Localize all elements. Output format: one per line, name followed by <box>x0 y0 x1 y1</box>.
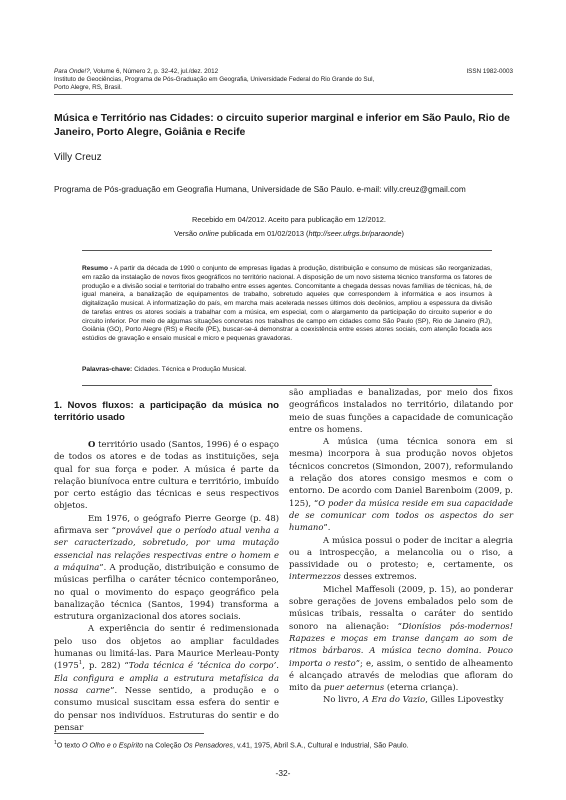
abstract-text: A partir da década de 1990 o conjunto de empresas ligadas à produção, distribuição e consumo de músicas são reorganizadas, em razão da instalação de novos fixos geográficos no território nacional. A disposição de um novo sistema técnico transforma os fatores de produção e a divisão social e territorial do trabalho entre esses agentes. Concomitante a chegada dessas novas famílias de técnicas, há, de igual maneira, a banalização de equipamentos de trabalho, sobretudo aqueles que correspondem à informática e aos insumos à digitalização musical. A informatização do país, em marcha mais acelerada nesses últimos dois decênios, ampliou a espessura da divisão de tarefas entres os atores sociais a trabalhar com a música, em especial, com o alargamento da participação do circuito superior e do circuito inferior. Por meio de algumas situações concretas nos trabalhos de campo em cidades como São Paulo (SP), Rio de Janeiro (RJ), Goiânia (GO), Porto Alegre (RS) e Recife (PE), buscar-se-á demonstrar a coexistência entre esses atores sociais, com atenção focada aos estúdios de gravação e ensaio musical e micro e pequenas gravadoras. <box>82 265 492 342</box>
paragraph-text: , p. 282) “ <box>82 660 129 671</box>
institute-line-1: Instituto de Geociências, Programa de Pós-Graduação em Geografia, Universidade Federal do Rio Grande do Sul, <box>54 76 375 84</box>
abstract <box>82 265 492 344</box>
citation-text: , Volume 6, Número 2, p. 32-42, jul./dez. 2012 <box>89 68 219 75</box>
paragraph-text: Michel Maffesoli (2009, p. 15), ao ponderar sobre gerações de jovens embalados pelo som de músicas tribais, ressalta o caráter do sentido sonoro na alienação: “ <box>289 583 513 631</box>
paragraph <box>289 693 513 705</box>
paragraph <box>54 622 279 733</box>
citation-line <box>54 68 513 76</box>
abstract-label: Resumo - <box>82 265 113 272</box>
version-middle: publicada em 01/02/2013 ( <box>218 229 309 238</box>
paragraph-text: território usado (Santos, 1996) é o espaço de todos os atores e de todas as instituições, seja qual for sua força e poder. A música é parte da relação biunívoca entre cultura e território, imbuído por certo estágio das técnicas e seus respectivos objetos. <box>54 439 279 511</box>
italic-term: intermezzos <box>289 571 341 582</box>
paragraph <box>54 438 279 512</box>
version-suffix: ) <box>401 229 404 238</box>
paragraph-text: ”. <box>323 522 331 533</box>
quote-text: Dionísios pós-modernos! Rapazes e moças em transe dançam ao som de ritmos bárbaros. A música tecno domina. Pouco importa o resto <box>289 620 513 668</box>
paragraph-text: A música (uma técnica sonora em si mesma) incorpora à sua produção novos objetos técnicos concretos (Simondon, 2007), reformulando a relação dos atores consigo mesmos e com o entorno. De acordo com Daniel Barenboim (2009, p. 125), “ <box>289 436 513 508</box>
journal-name: Para Onde!? <box>54 68 90 75</box>
keywords <box>82 366 246 373</box>
page-number: -32- <box>275 768 291 778</box>
paragraph-text: , Gilles Lipovestky <box>425 694 504 705</box>
footnote-collection: Os Pensadores <box>183 740 233 750</box>
quote-text: O poder da música reside em sua capacidade de se comunicar com todos os aspectos do ser humano <box>289 497 513 533</box>
footnote-title: O Olho e o Espírito <box>81 740 144 750</box>
paragraph-text: ”. Nesse sentido, a produção e o consumo musical suscitam essa esfera do sentir e do pensar nos indivíduos. Estruturas do sentir e do pensar <box>54 684 279 732</box>
paragraph <box>289 435 513 533</box>
footnote <box>54 740 409 749</box>
paragraph-text: No livro, <box>323 694 363 705</box>
quote-text: Toda técnica é ‘técnica do corpo’. Ela configura e amplia a estrutura metafísica da nossa carne <box>54 660 279 695</box>
quote-text: provável que o período atual venha a ser caracterizado, sobretudo, por uma mutação essencial nas relações respectivas entre o homem e a máquina <box>54 525 279 572</box>
footnote-text: O texto <box>56 740 82 750</box>
version-online: online <box>199 229 219 238</box>
institute-line-2: Porto Alegre, RS, Brasil. <box>54 84 122 92</box>
dropcap-word: O <box>88 439 96 449</box>
paragraph <box>54 512 279 623</box>
keywords-text: Cidades. Técnica e Produção Musical. <box>132 366 247 373</box>
paragraph-text: ”. A produção, distribuição e consumo de músicas perfilha o caráter técnico contemporâneo, no qual o movimento do espaço geográfico pela banalização técnica (Santos, 1994) transforma a estrutura organizacional dos atores sociais. <box>54 561 279 622</box>
paragraph: são ampliadas e banalizadas, por meio dos fixos geográficos instalados no território, dilatando por meio de suas funções a capacidade de comunicação entre os homens. <box>289 387 513 434</box>
paragraph-text: ”; e, assim, o sentido de alheamento é alcançado através de melodias que afloram do mito da <box>289 657 514 693</box>
issn: ISSN 1982-0003 <box>466 68 513 75</box>
paragraph-text: desses extremos. <box>340 571 417 582</box>
right-column <box>289 386 513 706</box>
paragraph-text: A experiência do sentir é redimensionada pelo uso dos objetos ao ampliar faculdades humanas ou limitá-las. Para Maurice Merleau-Ponty (1975 <box>54 623 279 671</box>
footnote-number: 1 <box>54 740 57 746</box>
article-title: Música e Território nas Cidades: o circuito superior marginal e inferior em São Paulo, Rio de Janeiro, Porto Alegre, Goiânia e Recife <box>54 113 510 138</box>
version-prefix: Versão <box>174 229 200 238</box>
author-name: Villy Creuz <box>54 152 102 163</box>
section-heading: 1. Novos fluxos: a participação da música no território usado <box>54 400 279 423</box>
keywords-label: Palavras-chave: <box>82 366 133 373</box>
footnote-rule <box>54 733 204 734</box>
publication-info <box>54 213 524 241</box>
journal-header <box>54 68 513 93</box>
paragraph-text: A música possui o poder de incitar a alegria ou a introspecção, a melancolia ou o riso, a passividade ou o protesto; e, certamente, os <box>289 534 513 570</box>
received-date: Recebido em 04/2012. Aceito para publicação em 12/2012. <box>192 215 386 224</box>
footnote-ref[interactable]: 1 <box>78 660 83 667</box>
journal-url-link[interactable]: http://seer.ufrgs.br/paraonde <box>308 229 402 238</box>
paragraph <box>289 583 513 694</box>
footnote-text: na Coleção <box>143 740 184 750</box>
left-column <box>54 400 279 733</box>
version-line <box>54 227 524 241</box>
abstract-top-rule <box>82 250 492 251</box>
footnote-text: , v.41, 1975, Abril S.A., Cultural e Industrial, São Paulo. <box>232 740 409 750</box>
book-title: A Era do Vazio <box>362 694 426 705</box>
italic-term: puer aeternus <box>323 682 385 693</box>
paragraph <box>289 534 513 583</box>
paragraph-text: Em 1976, o geógrafo Pierre George (p. 48) afirmava ser “ <box>54 512 279 536</box>
header-rule <box>54 94 513 95</box>
paragraph-text: (eterna criança). <box>384 682 459 693</box>
affiliation: Programa de Pós-graduação em Geografia Humana, Universidade de São Paulo. e-mail: villy.creuz@gmail.com <box>54 184 466 194</box>
